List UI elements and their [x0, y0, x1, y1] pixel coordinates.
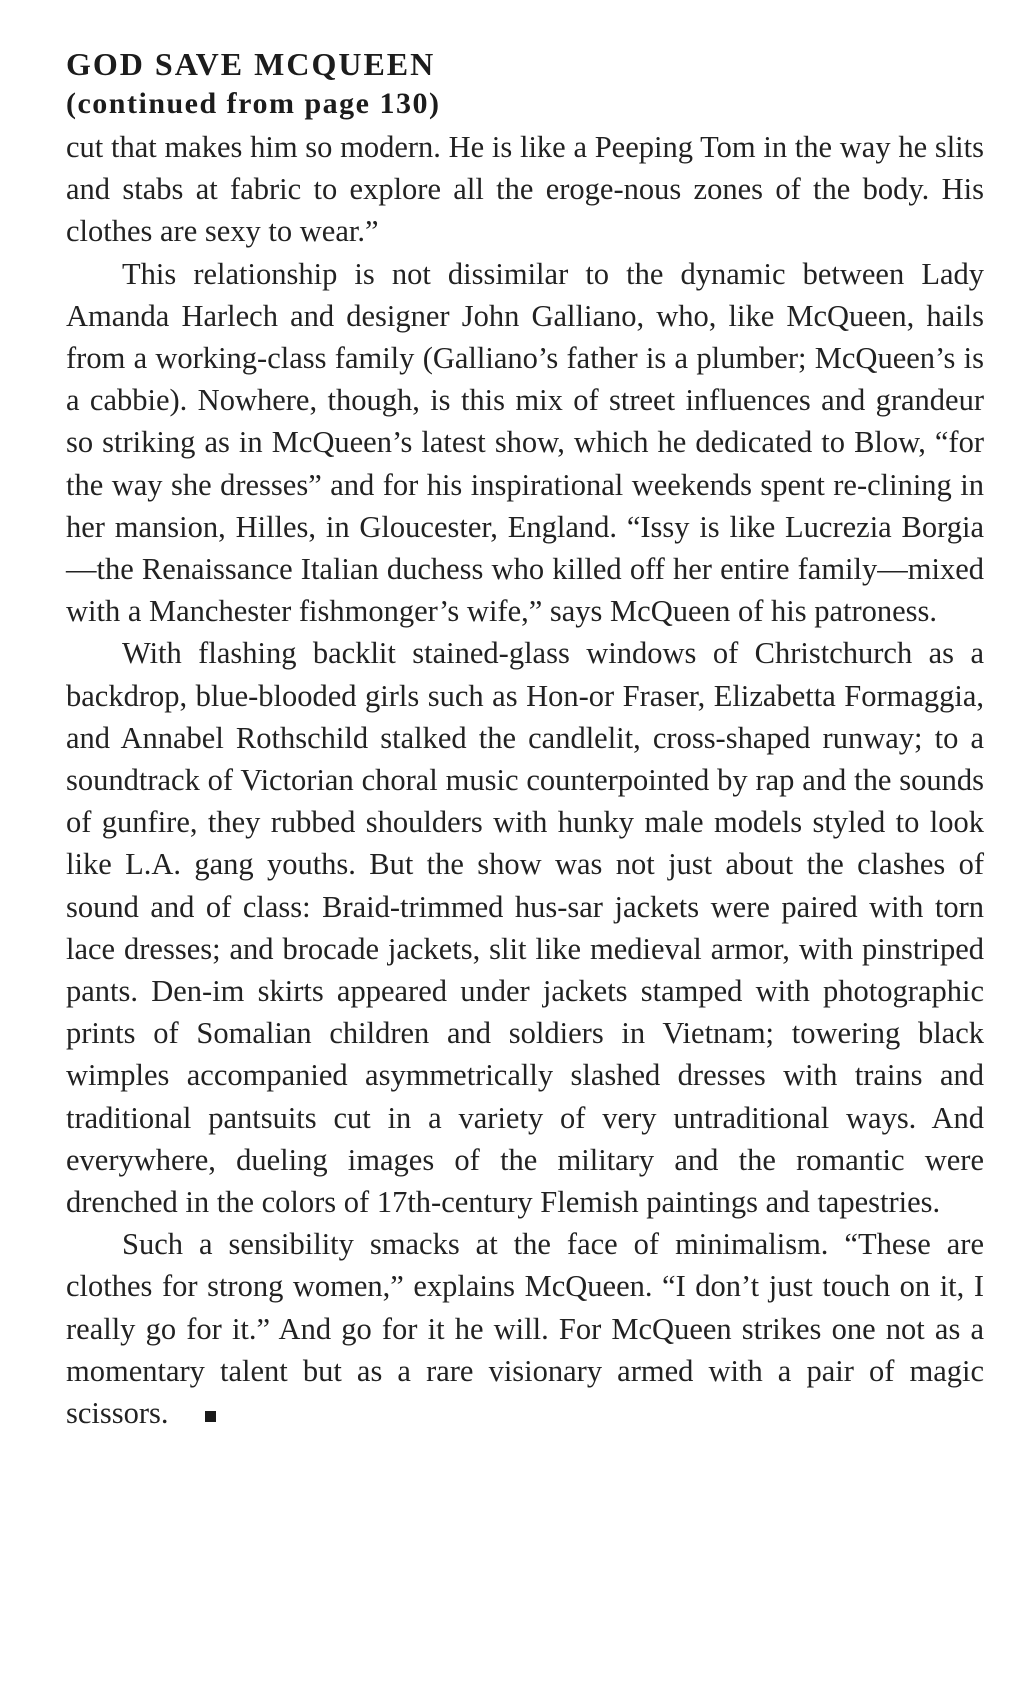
paragraph-last — [66, 1223, 984, 1434]
paragraph: With flashing backlit stained-glass windows of Christchurch as a backdrop, blue-blooded girls such as Hon-or Fraser, Elizabetta Formaggia, and Annabel Rothschild stalked the candlelit, cross-shaped runway; to a soundtrack of Victorian choral music counterpointed by rap and the sounds of gunfire, they rubbed shoulders with hunky male models styled to look like L.A. gang youths. But the show was not just about the clashes of sound and of class: Braid-trimmed hus-sar jackets were paired with torn lace dresses; and brocade jackets, slit like medieval armor, with pinstriped pants. Den-im skirts appeared under jackets stamped with photographic prints of Somalian children and soldiers in Vietnam; towering black wimples accompanied asymmetrically slashed dresses with trains and traditional pantsuits cut in a variety of very untraditional ways. And everywhere, dueling images of the military and the romantic were drenched in the colors of 17th-century Flemish paintings and tapestries. — [66, 636, 984, 1220]
article — [66, 44, 984, 1434]
paragraph-text: Such a sensibility smacks at the face of minimalism. “These are clothes for strong women,” explains McQueen. “I don’t just touch on it, I really go for it.” And go for it he will. For McQueen strikes one not as a momentary talent but as a rare visionary armed with a pair of magic scissors. — [66, 1227, 984, 1431]
paragraph: cut that makes him so modern. He is like a Peeping Tom in the way he slits and stabs at fabric to explore all the eroge-nous zones of the body. His clothes are sexy to wear.” — [66, 130, 984, 249]
end-of-article-mark — [205, 1411, 216, 1422]
article-body — [66, 126, 984, 1434]
continued-note: (continued from page 130) — [66, 87, 441, 120]
article-title: GOD SAVE MCQUEEN — [66, 46, 436, 82]
paragraph: This relationship is not dissimilar to the dynamic between Lady Amanda Harlech and designer John Galliano, who, like McQueen, hails from a working-class family (Galliano’s father is a plumber; McQueen’s is a cabbie). Nowhere, though, is this mix of street influences and grandeur so striking as in McQueen’s latest show, which he dedicated to Blow, “for the way she dresses” and for his inspirational weekends spent re-clining in her mansion, Hilles, in Gloucester, England. “Issy is like Lucrezia Borgia—the Renaissance Italian duchess who killed off her entire family—mixed with a Manchester fishmonger’s wife,” says McQueen of his patroness. — [66, 256, 984, 629]
